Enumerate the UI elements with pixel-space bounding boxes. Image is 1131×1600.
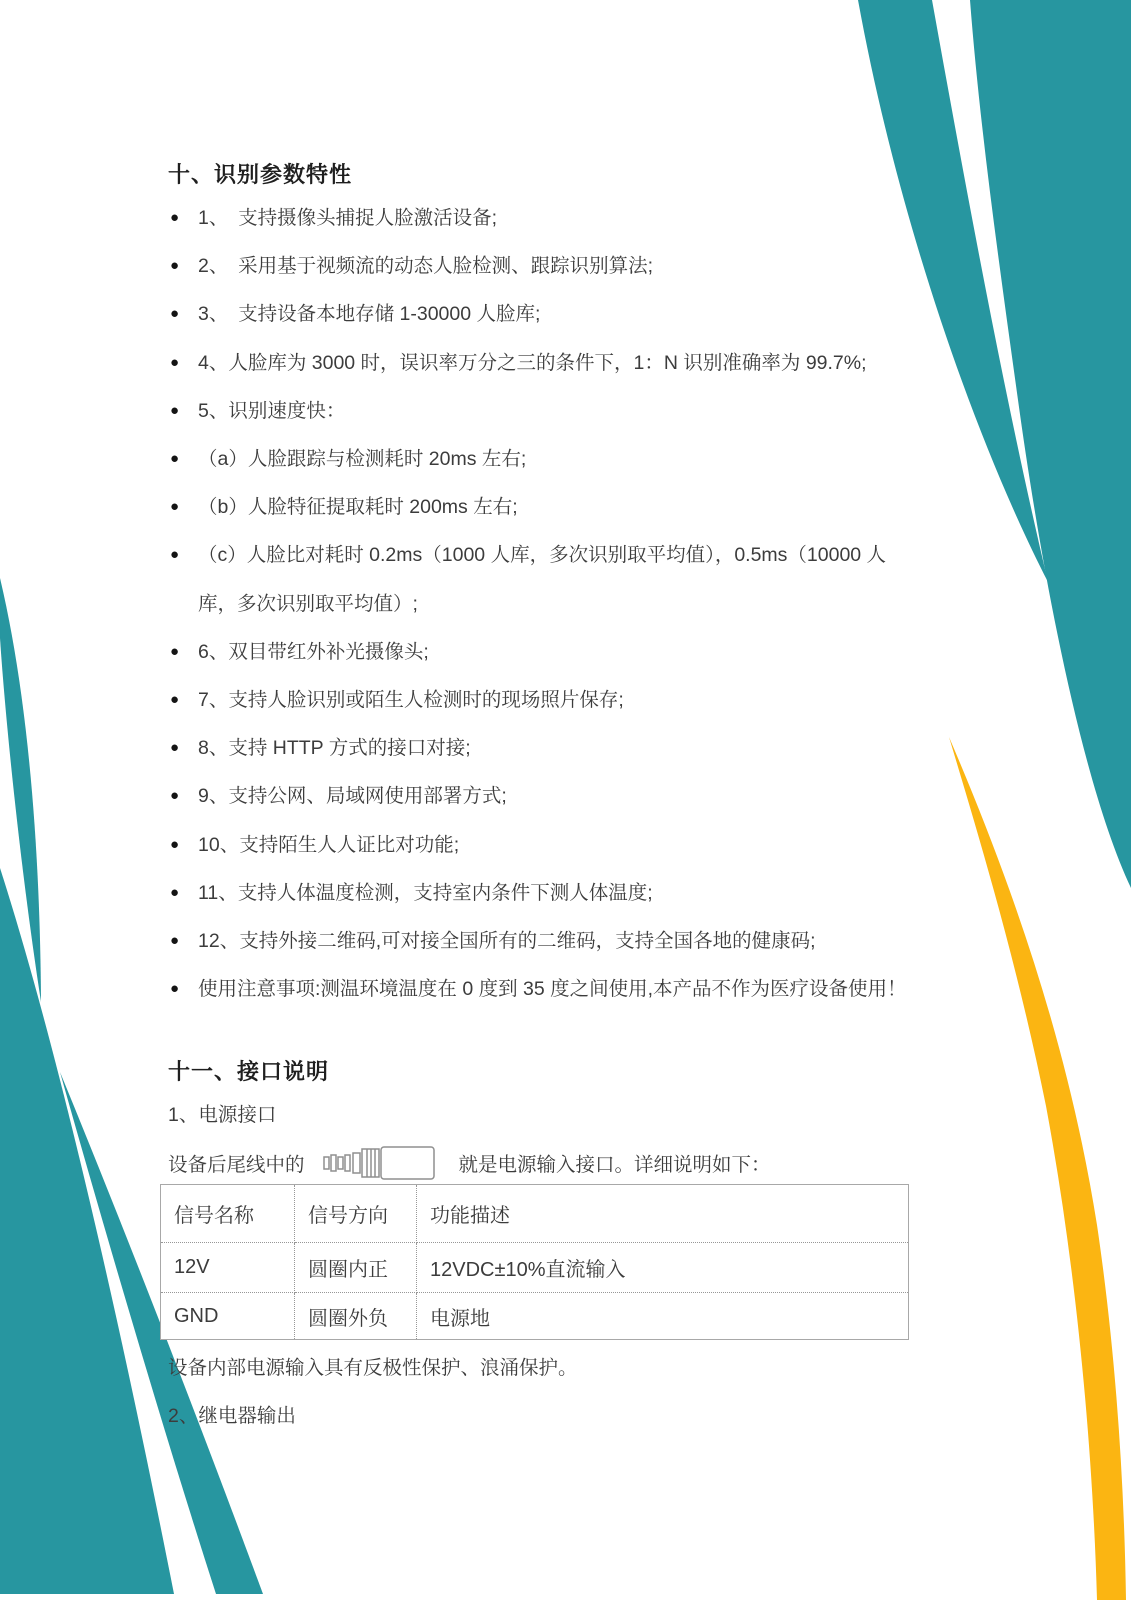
list-item-text: （a）人脸跟踪与检测耗时 20ms 左右; xyxy=(198,448,527,470)
list-item xyxy=(170,881,653,907)
table-header-cell: 功能描述 xyxy=(417,1185,908,1243)
bullet-icon: ● xyxy=(170,691,180,708)
bullet-icon: ● xyxy=(170,498,180,515)
list-item xyxy=(170,254,653,280)
bullet-icon: ● xyxy=(170,209,180,226)
table-cell-function: 电源地 xyxy=(430,1307,490,1330)
list-item-text: 使用注意事项:测温环境温度在 0 度到 35 度之间使用,本产品不作为医疗设备使用！ xyxy=(198,978,907,1000)
list-item-text: 5、识别速度快： xyxy=(198,400,346,422)
section-10-heading: 十、识别参数特性 xyxy=(168,162,353,187)
table-cell-signal: 12V xyxy=(161,1243,295,1293)
list-item-text: 3、 支持设备本地存储 1-30000 人脸库; xyxy=(198,303,541,325)
list-item xyxy=(170,640,429,666)
list-item-text: （b）人脸特征提取耗时 200ms 左右; xyxy=(198,496,518,518)
table-header-cell: 信号方向 xyxy=(295,1185,417,1243)
table-cell-direction: 圆圈内正 xyxy=(295,1243,417,1293)
list-item-text: 1、 支持摄像头捕捉人脸激活设备; xyxy=(198,207,498,229)
list-item xyxy=(170,543,886,569)
list-item xyxy=(170,833,459,859)
bullet-icon: ● xyxy=(170,354,180,371)
protection-note: 设备内部电源输入具有反极性保护、浪涌保护。 xyxy=(168,1357,578,1379)
bullet-icon: ● xyxy=(170,257,180,274)
power-interface-description xyxy=(168,1143,771,1183)
list-item xyxy=(170,736,471,762)
list-item-text: 9、支持公网、局域网使用部署方式; xyxy=(198,785,507,807)
list-item-text: 2、 采用基于视频流的动态人脸检测、跟踪识别算法; xyxy=(198,255,654,277)
bullet-icon: ● xyxy=(170,546,180,563)
table-cell-function: 12VDC±10%直流输入 xyxy=(417,1243,908,1293)
dc-power-connector-icon xyxy=(323,1145,437,1181)
list-item xyxy=(170,302,540,328)
table-cell-signal: GND xyxy=(161,1293,295,1339)
list-item-continuation xyxy=(170,592,418,618)
list-item-text: 12、支持外接二维码,可对接全国所有的二维码，支持全国各地的健康码; xyxy=(198,930,816,952)
list-item-text: 11、支持人体温度检测，支持室内条件下测人体温度; xyxy=(198,882,653,904)
bullet-icon: ● xyxy=(170,932,180,949)
table-cell-direction: 圆圈外负 xyxy=(295,1293,417,1339)
list-item-text: 库，多次识别取平均值）; xyxy=(198,593,418,615)
bullet-icon: ● xyxy=(170,787,180,804)
section-11-heading: 十一、接口说明 xyxy=(168,1059,330,1084)
list-item-text: （c）人脸比对耗时 0.2ms（1000 人库，多次识别取平均值），0.5ms（10000 人 xyxy=(198,544,887,566)
bullet-icon: ● xyxy=(170,402,180,419)
list-item-text: 6、双目带红外补光摄像头; xyxy=(198,641,429,663)
bullet-icon: ● xyxy=(170,305,180,322)
bullet-icon: ● xyxy=(170,739,180,756)
list-item-text: 10、支持陌生人人证比对功能; xyxy=(198,834,460,856)
power-line-prefix: 设备后尾线中的 xyxy=(168,1154,305,1176)
bullet-icon: ● xyxy=(170,980,180,997)
bullet-icon: ● xyxy=(170,643,180,660)
list-item xyxy=(170,447,526,473)
power-interface-subheading: 1、电源接口 xyxy=(168,1104,277,1126)
list-item xyxy=(170,351,867,377)
list-item-text: 7、支持人脸识别或陌生人检测时的现场照片保存; xyxy=(198,689,624,711)
list-item xyxy=(170,495,518,521)
bullet-icon: ● xyxy=(170,884,180,901)
power-line-suffix: 就是电源输入接口。详细说明如下： xyxy=(458,1154,771,1176)
list-item xyxy=(170,929,816,955)
list-item xyxy=(170,399,345,425)
list-item xyxy=(170,688,624,714)
list-item xyxy=(170,206,497,232)
bullet-icon: ● xyxy=(170,836,180,853)
bullet-icon: ● xyxy=(170,450,180,467)
list-item-text: 8、支持 HTTP 方式的接口对接; xyxy=(198,737,471,759)
power-signal-table xyxy=(160,1184,909,1340)
list-item-text: 4、人脸库为 3000 时，误识率万分之三的条件下，1：N 识别准确率为 99.7%; xyxy=(198,352,867,374)
list-item xyxy=(170,977,907,1003)
relay-output-subheading: 2、继电器输出 xyxy=(168,1405,296,1427)
table-header-cell: 信号名称 xyxy=(161,1185,295,1243)
list-item xyxy=(170,784,507,810)
